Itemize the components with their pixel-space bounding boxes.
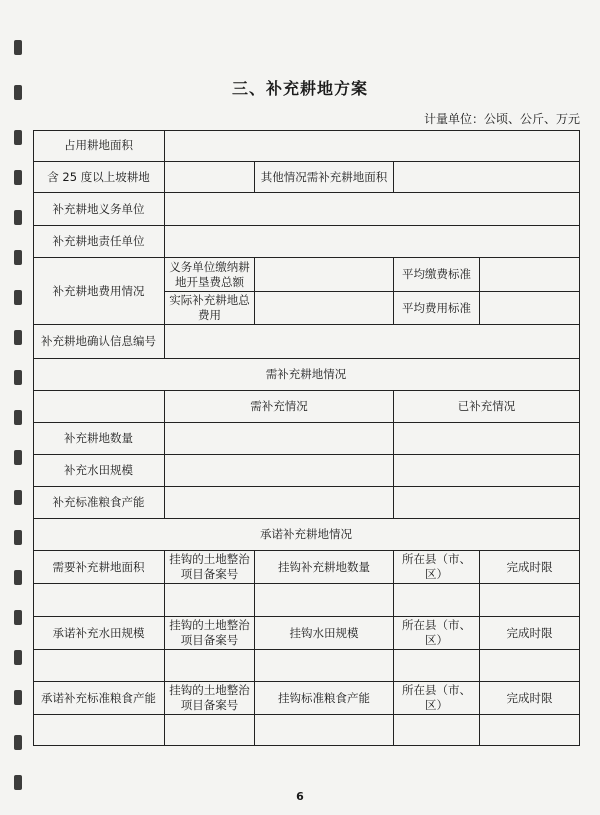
label-slope-land: 含 25 度以上坡耕地 [33, 162, 165, 193]
value-commit-area[interactable] [33, 584, 165, 617]
col-deadline-3: 完成时限 [480, 682, 580, 715]
value-county-3[interactable] [394, 715, 480, 746]
value-occupied-area[interactable] [165, 130, 580, 162]
blank-header-cell [33, 391, 165, 423]
value-actual-cost[interactable] [255, 292, 394, 325]
col-hook-grain: 挂钩标准粮食产能 [255, 682, 394, 715]
value-quantity-done[interactable] [394, 423, 580, 455]
col-deadline: 完成时限 [480, 551, 580, 584]
label-commit-paddy: 承诺补充水田规模 [33, 617, 165, 650]
binder-hole [14, 40, 22, 55]
unit-note: 计量单位：公顷、公斤、万元 [423, 112, 580, 126]
value-hook-grain[interactable] [255, 715, 394, 746]
value-commit-paddy[interactable] [33, 650, 165, 682]
binder-hole [14, 450, 22, 465]
col-need: 需补充情况 [165, 391, 394, 423]
value-responsible-unit[interactable] [165, 226, 580, 258]
value-confirm-code[interactable] [165, 325, 580, 359]
binder-hole [14, 410, 22, 425]
value-hook-paddy[interactable] [255, 650, 394, 682]
value-county-2[interactable] [394, 650, 480, 682]
value-avg-cost-standard[interactable] [480, 292, 580, 325]
binder-hole [14, 170, 22, 185]
value-project-no-3[interactable] [165, 715, 255, 746]
binder-hole [14, 650, 22, 665]
binder-holes [14, 0, 24, 815]
binder-hole [14, 735, 22, 750]
value-avg-fee-standard[interactable] [480, 258, 580, 292]
value-project-no-2[interactable] [165, 650, 255, 682]
section-required-header: 需补充耕地情况 [33, 359, 580, 391]
land-plan-table [33, 130, 580, 746]
label-actual-cost: 实际补充耕地总费用 [165, 292, 255, 325]
value-other-area[interactable] [394, 162, 580, 193]
col-hook-quantity: 挂钩补充耕地数量 [255, 551, 394, 584]
value-grain-done[interactable] [394, 487, 580, 519]
value-county[interactable] [394, 584, 480, 617]
binder-hole [14, 370, 22, 385]
binder-hole [14, 250, 22, 265]
value-slope-land[interactable] [165, 162, 255, 193]
value-project-no[interactable] [165, 584, 255, 617]
binder-hole [14, 610, 22, 625]
col-county: 所在县（市、区） [394, 551, 480, 584]
binder-hole [14, 330, 22, 345]
value-commit-grain[interactable] [33, 715, 165, 746]
value-paddy-need[interactable] [165, 455, 394, 487]
col-county-2: 所在县（市、区） [394, 617, 480, 650]
col-county-3: 所在县（市、区） [394, 682, 480, 715]
value-quantity-need[interactable] [165, 423, 394, 455]
binder-hole [14, 530, 22, 545]
label-commit-grain: 承诺补充标准粮食产能 [33, 682, 165, 715]
col-done: 已补充情况 [394, 391, 580, 423]
binder-hole [14, 690, 22, 705]
page-number: 6 [296, 790, 304, 803]
page-title: 三、补充耕地方案 [231, 79, 368, 98]
value-fee-total[interactable] [255, 258, 394, 292]
label-commit-area: 需要补充耕地面积 [33, 551, 165, 584]
value-deadline-2[interactable] [480, 650, 580, 682]
label-occupied-area: 占用耕地面积 [33, 130, 165, 162]
col-hook-paddy: 挂钩水田规模 [255, 617, 394, 650]
label-other-area: 其他情况需补充耕地面积 [255, 162, 394, 193]
binder-hole [14, 290, 22, 305]
value-deadline[interactable] [480, 584, 580, 617]
label-fee-total: 义务单位缴纳耕地开垦费总额 [165, 258, 255, 292]
col-project-no-3: 挂钩的土地整治项目备案号 [165, 682, 255, 715]
section-commit-header: 承诺补充耕地情况 [33, 519, 580, 551]
label-avg-cost-standard: 平均费用标准 [394, 292, 480, 325]
label-confirm-code: 补充耕地确认信息编号 [33, 325, 165, 359]
col-project-no: 挂钩的土地整治项目备案号 [165, 551, 255, 584]
col-deadline-2: 完成时限 [480, 617, 580, 650]
value-deadline-3[interactable] [480, 715, 580, 746]
value-hook-quantity[interactable] [255, 584, 394, 617]
label-responsible-unit: 补充耕地责任单位 [33, 226, 165, 258]
label-quantity: 补充耕地数量 [33, 423, 165, 455]
binder-hole [14, 130, 22, 145]
label-cost-status: 补充耕地费用情况 [33, 258, 165, 325]
col-project-no-2: 挂钩的土地整治项目备案号 [165, 617, 255, 650]
label-paddy: 补充水田规模 [33, 455, 165, 487]
value-paddy-done[interactable] [394, 455, 580, 487]
value-obligation-unit[interactable] [165, 193, 580, 226]
binder-hole [14, 210, 22, 225]
binder-hole [14, 570, 22, 585]
label-obligation-unit: 补充耕地义务单位 [33, 193, 165, 226]
value-grain-need[interactable] [165, 487, 394, 519]
label-avg-fee-standard: 平均缴费标准 [394, 258, 480, 292]
binder-hole [14, 490, 22, 505]
binder-hole [14, 775, 22, 790]
label-grain: 补充标准粮食产能 [33, 487, 165, 519]
